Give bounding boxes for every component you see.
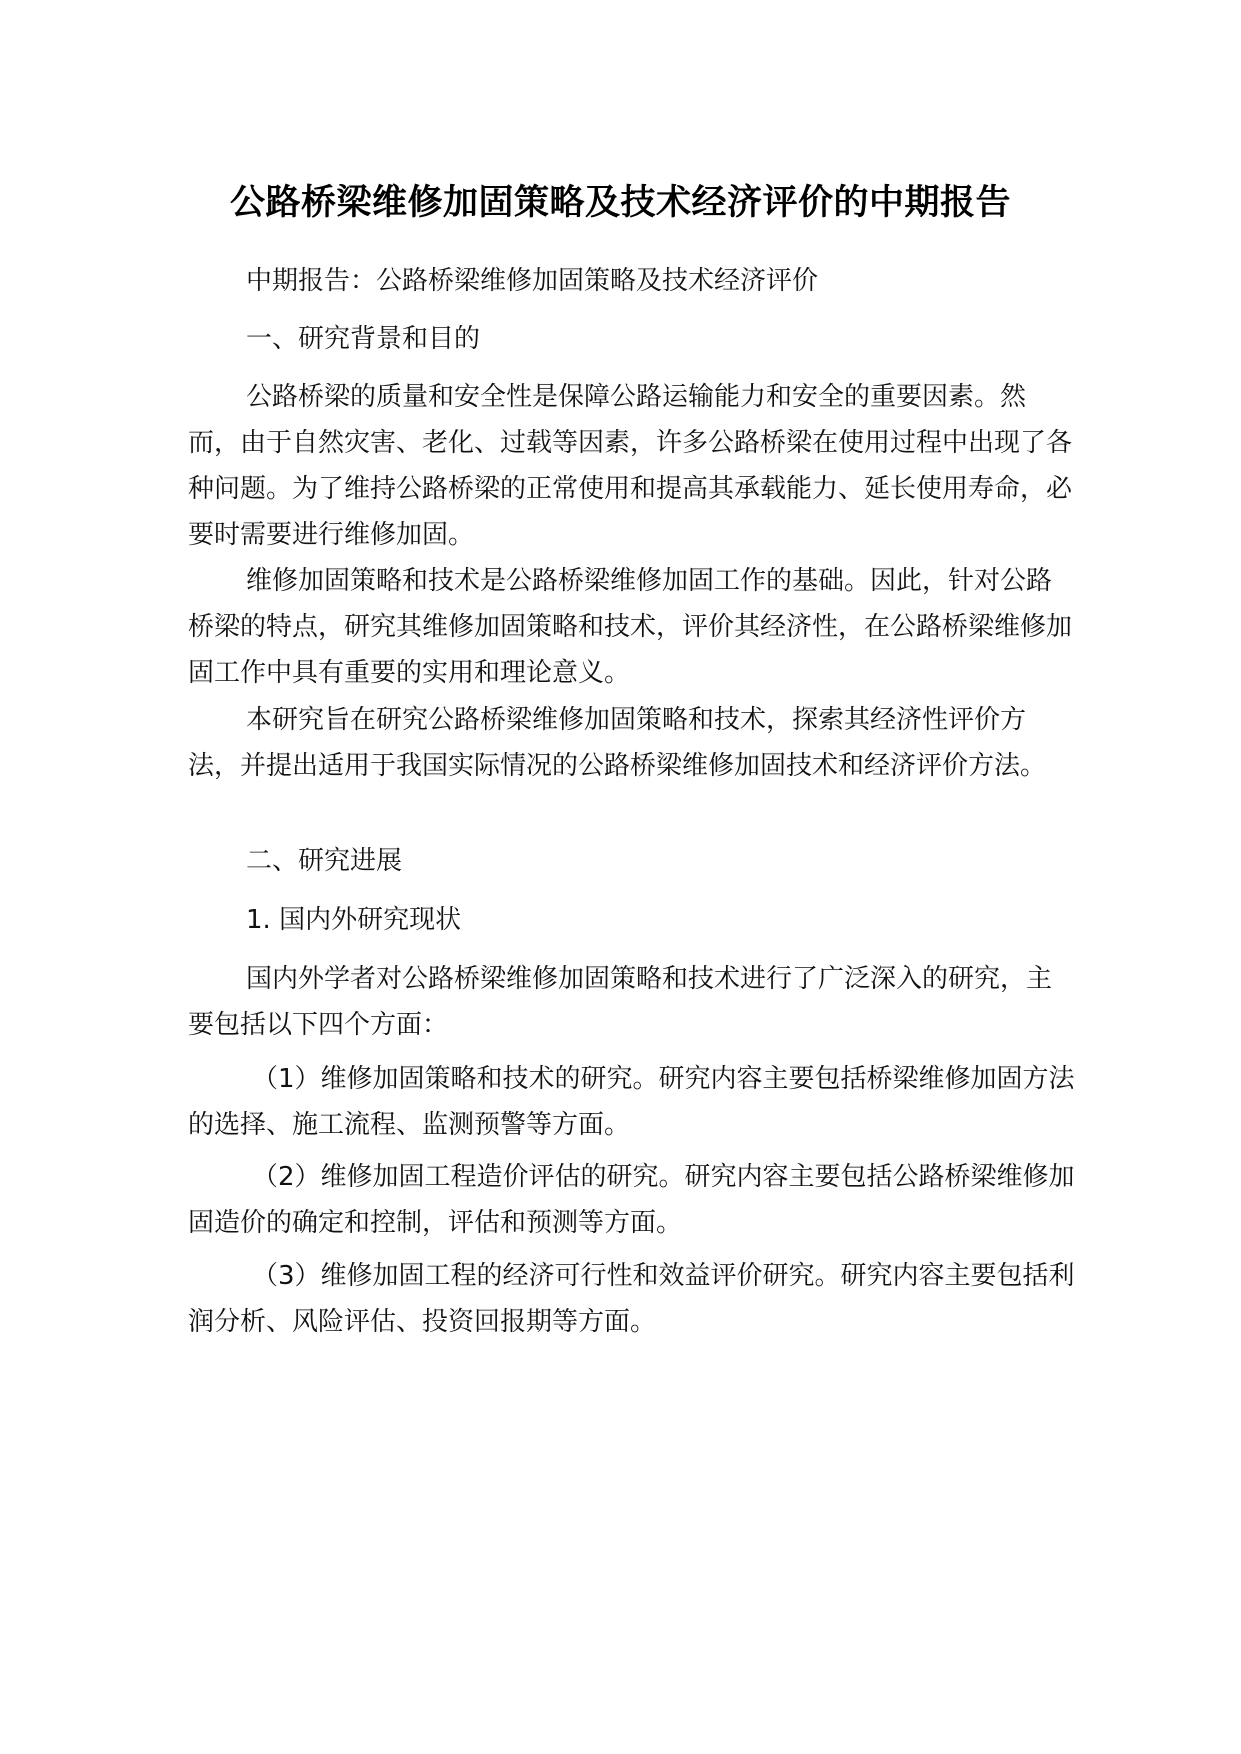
list-item-3: （3）维修加固工程的经济可行性和效益评价研究。研究内容主要包括利润分析、风险评估、投资回报期等方面。: [188, 1261, 1075, 1337]
paragraph-background-3: 本研究旨在研究公路桥梁维修加固策略和技术，探索其经济性评价方法，并提出适用于我国实际情况的公路桥梁维修加固技术和经济评价方法。: [188, 705, 1047, 781]
list-item-1: （1）维修加固策略和技术的研究。研究内容主要包括桥梁维修加固方法的选择、施工流程、监测预警等方面。: [188, 1064, 1075, 1140]
intro-line: 中期报告：公路桥梁维修加固策略及技术经济评价: [246, 266, 819, 296]
subsection-heading-research-status: 1. 国内外研究现状: [246, 905, 462, 935]
paragraph-background-1: 公路桥梁的质量和安全性是保障公路运输能力和安全的重要因素。然而，由于自然灾害、老化、过载等因素，许多公路桥梁在使用过程中出现了各种问题。为了维持公路桥梁的正常使用和提高其承载能力、延长使用寿命，必要时需要进行维修加固。: [188, 382, 1073, 550]
list-item-2: （2）维修加固工程造价评估的研究。研究内容主要包括公路桥梁维修加固造价的确定和控制，评估和预测等方面。: [188, 1162, 1075, 1238]
section-heading-background: 一、研究背景和目的: [246, 324, 481, 354]
paragraph-research-status: 国内外学者对公路桥梁维修加固策略和技术进行了广泛深入的研究，主要包括以下四个方面：: [188, 964, 1053, 1040]
paragraph-background-2: 维修加固策略和技术是公路桥梁维修加固工作的基础。因此，针对公路桥梁的特点，研究其维修加固策略和技术，评价其经济性，在公路桥梁维修加固工作中具有重要的实用和理论意义。: [188, 566, 1073, 688]
document-title: 公路桥梁维修加固策略及技术经济评价的中期报告: [229, 183, 1011, 223]
section-heading-progress: 二、研究进展: [246, 846, 403, 876]
